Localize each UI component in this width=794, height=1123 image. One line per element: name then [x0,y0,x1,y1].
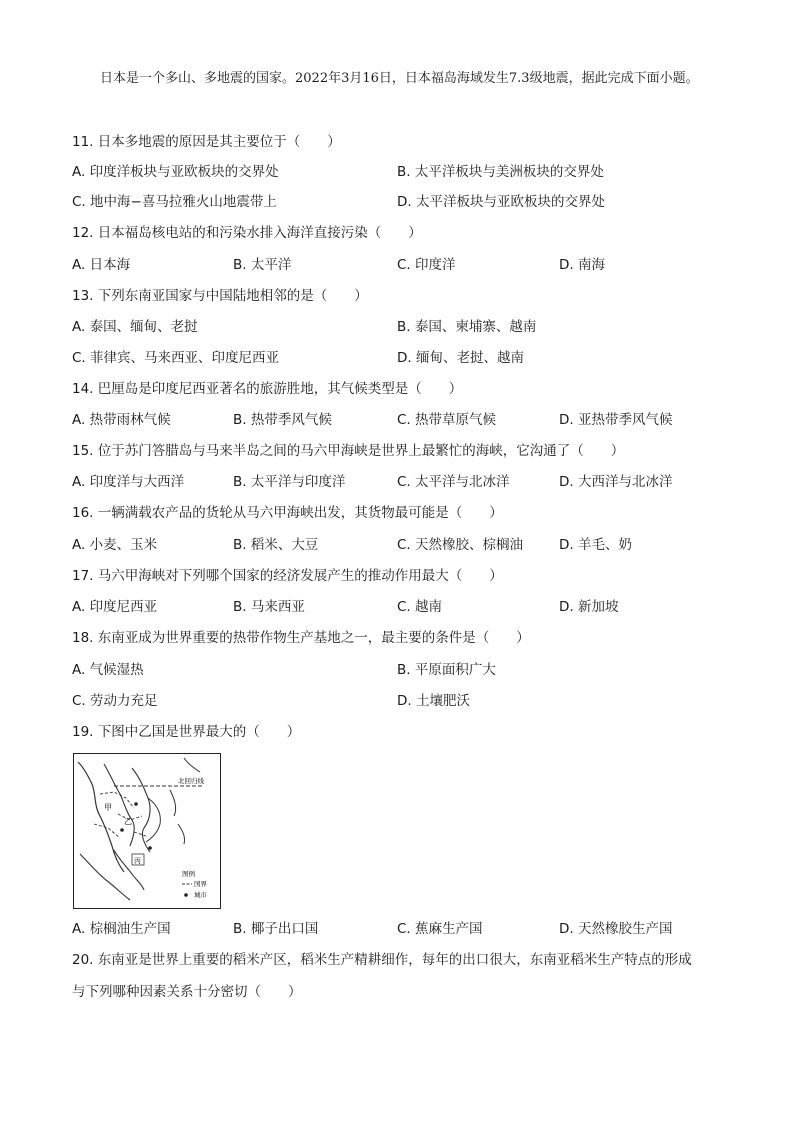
q13-option-b: B. 泰国、柬埔寨、越南 [397,319,537,335]
map-legend-border: 国界 [194,880,207,888]
q19-option-c: C. 蕉麻生产国 [397,921,483,937]
map-legend-title: 图例 [182,870,195,878]
q14-option-b: B. 热带季风气候 [233,412,332,428]
q18-option-b: B. 平原面积广大 [397,662,496,678]
intro-paragraph: 日本是一个多山、多地震的国家。2022年3月16日，日本福岛海域发生7.3级地震，据此完成下面小题。 [100,71,699,86]
map-legend-city: 城市 [194,891,207,899]
q13-option-d: D. 缅甸、老挝、越南 [397,350,524,366]
q17-option-b: B. 马来西亚 [233,599,305,615]
question-13: 13. 下列东南亚国家与中国陆地相邻的是（ ） [72,288,368,304]
southeast-asia-map [73,753,221,909]
q15-option-b: B. 太平洋与印度洋 [233,474,346,490]
map-label-yi: 乙 [124,817,132,826]
question-17: 17. 马六甲海峡对下列哪个国家的经济发展产生的推动作用最大（ ） [72,568,503,584]
q18-option-d: D. 土壤肥沃 [397,693,470,709]
q13-option-a: A. 泰国、缅甸、老挝 [72,319,198,335]
q14-option-a: A. 热带雨林气候 [72,412,171,428]
q18-option-c: C. 劳动力充足 [72,693,158,709]
q12-option-d: D. 南海 [559,257,605,273]
question-16: 16. 一辆满载农产品的货轮从马六甲海峡出发，其货物最可能是（ ） [72,505,503,521]
question-19: 19. 下图中乙国是世界最大的（ ） [72,724,301,740]
q15-option-a: A. 印度洋与大西洋 [72,474,185,490]
q15-option-c: C. 太平洋与北冰洋 [397,474,510,490]
q11-option-d: D. 太平洋板块与亚欧板块的交界处 [397,194,605,210]
q18-option-a: A. 气候湿热 [72,662,144,678]
question-14: 14. 巴厘岛是印度尼西亚著名的旅游胜地，其气候类型是（ ） [72,381,463,397]
q13-option-c: C. 菲律宾、马来西亚、印度尼西亚 [72,350,280,366]
question-12: 12. 日本福岛核电站的和污染水排入海洋直接污染（ ） [72,225,422,241]
question-20-line-2: 与下列哪种因素关系十分密切（ ） [72,984,302,1000]
q16-option-d: D. 羊毛、奶 [559,537,632,553]
q19-option-a: A. 棕榈油生产国 [72,921,171,937]
map-label-jia: 甲 [104,803,112,812]
q16-option-c: C. 天然橡胶、棕榈油 [397,537,524,553]
q14-option-d: D. 亚热带季风气候 [559,412,673,428]
q16-option-a: A. 小麦、玉米 [72,537,158,553]
q17-option-c: C. 越南 [397,599,443,615]
q12-option-c: C. 印度洋 [397,257,456,273]
q17-option-a: A. 印度尼西亚 [72,599,158,615]
q12-option-a: A. 日本海 [72,257,131,273]
q11-option-b: B. 太平洋板块与美洲板块的交界处 [397,164,604,180]
q15-option-d: D. 大西洋与北冰洋 [559,474,673,490]
q19-option-b: B. 椰子出口国 [233,921,319,937]
q14-option-c: C. 热带草原气候 [397,412,497,428]
question-20-line-1: 20. 东南亚是世界上重要的稻米产区，稻米生产精耕细作，每年的出口很大，东南亚稻米生产特点的形成 [72,952,692,968]
question-15: 15. 位于苏门答腊岛与马来半岛之间的马六甲海峡是世界上最繁忙的海峡，它沟通了（ ） [72,443,625,459]
q12-option-b: B. 太平洋 [233,257,292,273]
question-11: 11. 日本多地震的原因是其主要位于（ ） [72,134,341,150]
q19-option-d: D. 天然橡胶生产国 [559,921,673,937]
map-label-bing: 丙 [134,857,141,865]
question-18: 18. 东南亚成为世界重要的热带作物生产基地之一，最主要的条件是（ ） [72,630,530,646]
q16-option-b: B. 稻米、大豆 [233,537,319,553]
map-drawing [74,754,220,908]
map-tropic-label: 北回归线 [178,777,204,785]
q11-option-a: A. 印度洋板块与亚欧板块的交界处 [72,164,279,180]
q17-option-d: D. 新加坡 [559,599,619,615]
q11-option-c: C. 地中海−喜马拉雅火山地震带上 [72,194,277,210]
